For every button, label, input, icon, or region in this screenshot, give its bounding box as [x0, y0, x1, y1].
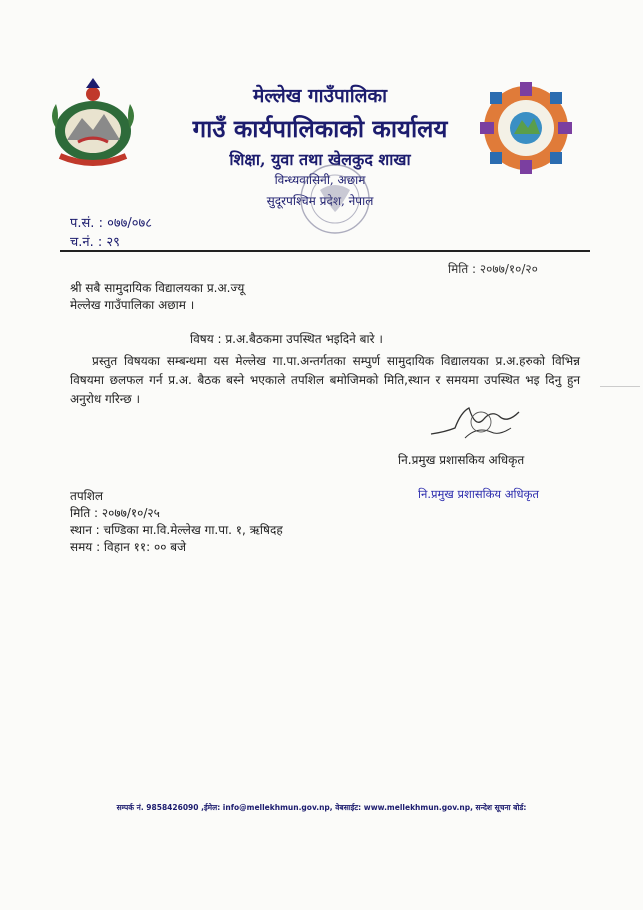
meeting-date: मिति : २०७७/१०/२५: [70, 506, 160, 520]
letter-body-text: प्रस्तुत विषयका सम्बन्धमा यस मेल्लेख गा.पा.अन्तर्गतका सम्पुर्ण सामुदायिक विद्यालयका प्र.अ.हरुको विभिन्न विषयमा छलफल गर्न प्र.अ. बैठक बस्ने भएकाले तपशिल बमोजिमको मिति,स्थान र समयमा उपस्थित भइ दिनु हुन अनुरोध गरिन्छ ।: [70, 354, 580, 406]
details-heading: तपशिल: [70, 489, 104, 503]
office-name: गाउँ कार्यपालिकाको कार्यालय: [192, 114, 448, 143]
meeting-time: समय : विहान ११: ०० बजे: [70, 540, 187, 554]
section-name: शिक्षा, युवा तथा खेलकुद शाखा: [229, 150, 411, 169]
dispatch-number: च.नं. : २९: [70, 235, 120, 250]
recipient-line-2: मेल्लेख गाउँपालिका अछाम ।: [70, 298, 195, 312]
officer-designation: नि.प्रमुख प्रशासकिय अधिकृत: [398, 453, 525, 467]
fiscal-year-ref: प.सं. : ०७७/०७८: [70, 216, 153, 231]
recipient-line-1: श्री सबै सामुदायिक विद्यालयका प्र.अ.ज्यू: [70, 281, 245, 295]
municipality-seal-icon: [480, 82, 572, 174]
letter-subject: विषय : प्र.अ.बैठकमा उपस्थित भइदिने बारे ।: [190, 332, 383, 346]
designation-stamp: नि.प्रमुख प्रशासकिय अधिकृत: [418, 487, 539, 501]
footer-contact: सम्पर्क नं. 9858426090 ,ईमेल: info@mellekhmun.gov.np, वेबसाईट: www.mellekhmun.gov.np, सन्देश सूचना बोर्ड:: [116, 803, 527, 812]
address-line-2: सुदूरपश्चिम प्रदेश, नेपाल: [266, 194, 374, 208]
address-line-1: विन्ध्यवासिनी, अछाम: [274, 173, 366, 187]
meeting-venue: स्थान : चण्डिका मा.वि.मेल्लेख गा.पा. १, ऋषिदह: [70, 523, 283, 537]
signature-icon: [425, 398, 525, 446]
municipality-name: मेल्लेख गाउँपालिका: [252, 85, 388, 107]
paper-fold-mark: [600, 386, 640, 387]
office-stamp-icon: [280, 160, 390, 238]
letter-date: मिति : २०७७/१०/२०: [448, 262, 538, 276]
header-divider: [60, 250, 590, 252]
nepal-emblem-icon: [42, 76, 144, 168]
